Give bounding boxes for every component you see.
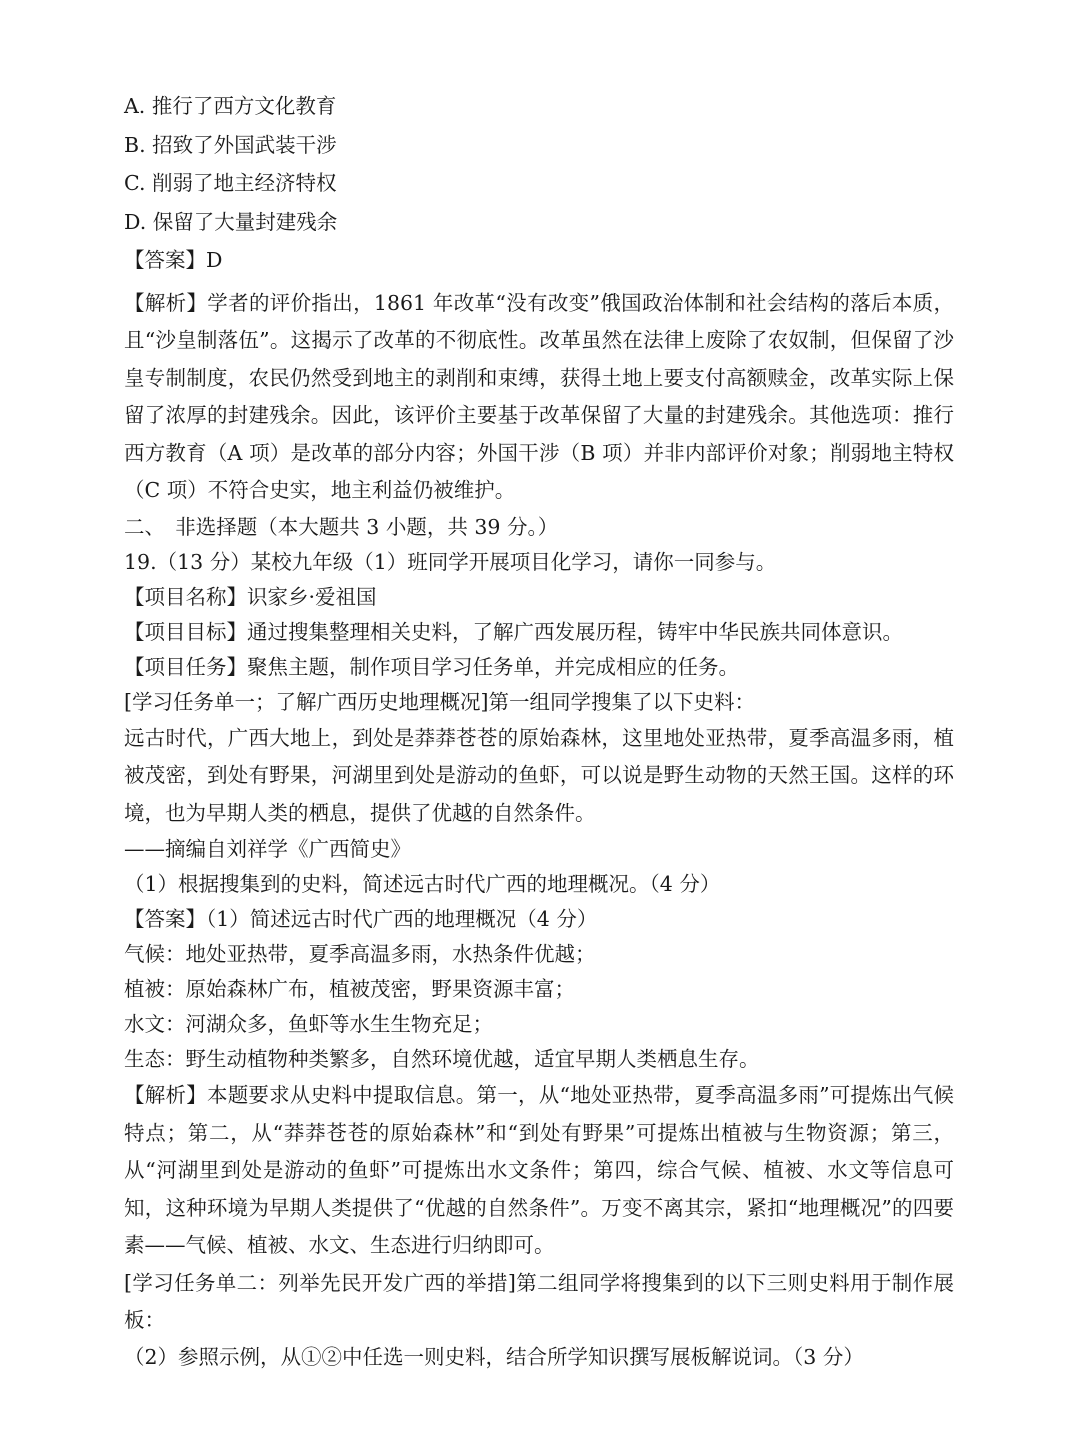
sub-question-1: （1）根据搜集到的史料，简述远古时代广西的地理概况。（4 分） (124, 872, 721, 897)
option-b: B. 招致了外国武装干涉 (124, 132, 337, 157)
answer-item-hydrology: 水文：河湖众多，鱼虾等水生生物充足； (124, 1012, 493, 1037)
historical-material: 远古时代，广西大地上，到处是莽莽苍苍的原始森林，这里地处亚热带，夏季高温多雨，植被茂密，到处有野果，河湖里到处是游动的鱼虾，可以说是野生动物的天然王国。这样的环境，也为早期人类的栖息，提供了优越的自然条件。 (124, 725, 954, 825)
document-page (124, 92, 954, 1375)
answer-item-vegetation: 植被：原始森林广布，植被茂密，野果资源丰富； (124, 977, 575, 1002)
answer-item-climate: 气候：地处亚热带，夏季高温多雨，水热条件优越； (124, 942, 596, 967)
project-goal: 【项目目标】通过搜集整理相关史料，了解广西发展历程，铸牢中华民族共同体意识。 (124, 619, 903, 644)
sub-question-2: （2）参照示例，从①②中任选一则史料，结合所学知识撰写展板解说词。（3 分） (124, 1344, 864, 1369)
project-name: 【项目名称】识家乡·爱祖国 (124, 584, 377, 609)
analysis-paragraph-1: 【解析】学者的评价指出，1861 年改革“没有改变”俄国政治体制和社会结构的落后本质，且“沙皇制落伍”。这揭示了改革的不彻底性。改革虽然在法律上废除了农奴制，但保留了沙皇专制制度，农民仍然受到地主的剥削和束缚，获得土地上要支付高额赎金，改革实际上保留了浓厚的封建残余。因此，该评价主要基于改革保留了大量的封建残余。其他选项：推行西方教育（A 项）是改革的部分内容；外国干涉（B 项）并非内部评价对象；削弱地主特权（C 项）不符合史实，地主利益仍被维护。 (124, 290, 954, 503)
task-sheet-1: [学习任务单一；了解广西历史地理概况]第一组同学搜集了以下史料： (124, 689, 755, 714)
question-19: 19.（13 分）某校九年级（1）班同学开展项目化学习，请你一同参与。 (124, 549, 777, 574)
option-c: C. 削弱了地主经济特权 (124, 171, 337, 196)
task-sheet-2: [学习任务单二：列举先民开发广西的举措]第二组同学将搜集到的以下三则史料用于制作展板： (124, 1270, 954, 1333)
answer-1-heading: 【答案】（1）简述远古时代广西的地理概况（4 分） (124, 907, 598, 932)
project-task: 【项目任务】聚焦主题，制作项目学习任务单，并完成相应的任务。 (124, 654, 739, 679)
section-heading: 二、 非选择题（本大题共 3 小题，共 39 分。） (124, 514, 559, 539)
material-source: ——摘编自刘祥学《广西简史》 (124, 837, 411, 862)
option-a: A. 推行了西方文化教育 (124, 94, 337, 118)
analysis-paragraph-2: 【解析】本题要求从史料中提取信息。第一，从“地处亚热带，夏季高温多雨”可提炼出气候特点；第二，从“莽莽苍苍的原始森林”和“到处有野果”可提炼出植被与生物资源；第三，从“河湖里到处是游动的鱼虾”可提炼出水文条件；第四，综合气候、植被、水文等信息可知，这种环境为早期人类提供了“优越的自然条件”。万变不离其宗，紧扣“地理概况”的四要素——气候、植被、水文、生态进行归纳即可。 (124, 1083, 954, 1258)
answer-item-ecology: 生态：野生动植物种类繁多，自然环境优越，适宜早期人类栖息生存。 (124, 1047, 760, 1072)
answer-label: 【答案】D (124, 248, 223, 273)
option-d: D. 保留了大量封建残余 (124, 209, 338, 234)
